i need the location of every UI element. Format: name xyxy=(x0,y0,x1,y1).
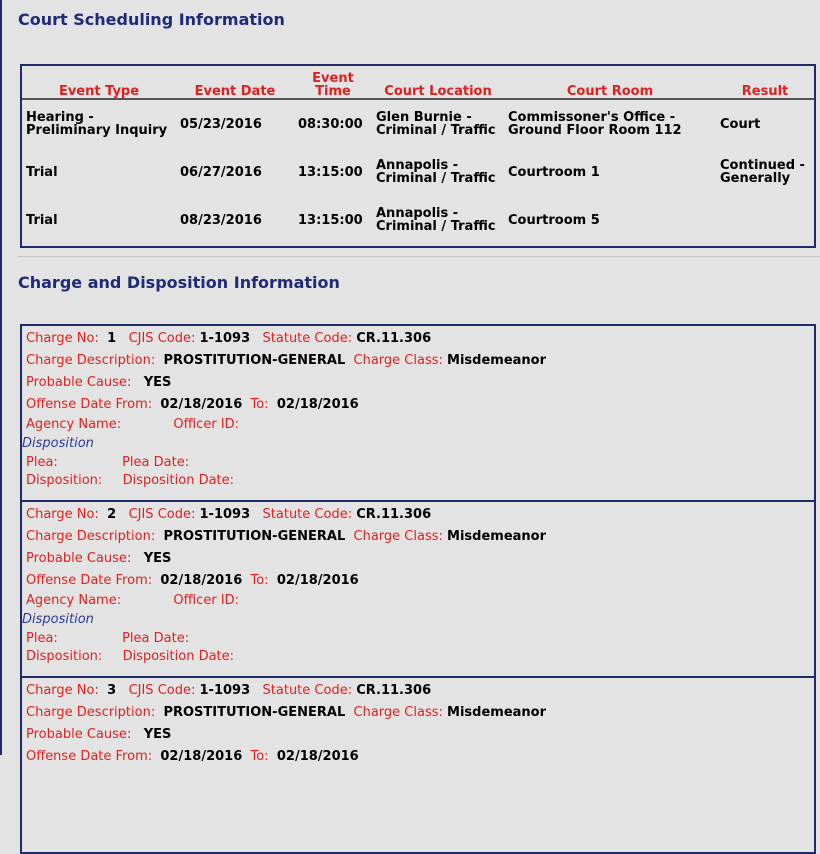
statute-code-label: Statute Code: xyxy=(262,683,353,698)
officer-id-label: Officer ID: xyxy=(173,417,240,432)
plea-label: Plea: xyxy=(26,631,58,646)
charge-class-label: Charge Class: xyxy=(353,353,443,368)
charge-class-value: Misdemeanor xyxy=(447,529,547,544)
event-date-cell: 05/23/2016 xyxy=(180,116,262,132)
plea-row xyxy=(26,630,810,648)
charge-class-label: Charge Class: xyxy=(353,529,443,544)
court-room-cell: Courtroom 1 xyxy=(508,164,600,180)
disposition-date-label: Disposition Date: xyxy=(122,473,235,488)
statute-code-value: CR.11.306 xyxy=(356,683,432,698)
charge-id-row xyxy=(26,680,810,702)
event-date-cell: 08/23/2016 xyxy=(180,212,262,228)
charge-disposition-heading: Charge and Disposition Information xyxy=(18,273,340,292)
result-cell: Continued - Generally xyxy=(720,158,805,186)
col-court-room: Court Room xyxy=(504,66,716,100)
agency-row xyxy=(26,592,810,610)
offense-date-to-value: 02/18/2016 xyxy=(276,749,359,764)
event-type-cell: Trial xyxy=(26,212,58,228)
probable-cause-row xyxy=(26,724,810,746)
charge-no-value: 1 xyxy=(107,331,117,346)
charge-id-row xyxy=(26,504,810,526)
disposition-date-label: Disposition Date: xyxy=(122,649,235,664)
event-time-cell: 08:30:00 xyxy=(298,116,363,132)
statute-code-value: CR.11.306 xyxy=(356,507,432,522)
charge-description-row xyxy=(26,702,810,724)
col-event-time: Event Time xyxy=(294,66,372,100)
disposition-label: Disposition: xyxy=(26,473,103,488)
offense-date-from-value: 02/18/2016 xyxy=(160,573,243,588)
plea-date-label: Plea Date: xyxy=(122,455,190,470)
charge-class-value: Misdemeanor xyxy=(447,705,547,720)
probable-cause-value: YES xyxy=(143,551,172,566)
agency-row xyxy=(26,416,810,434)
charge-no-value: 3 xyxy=(107,683,117,698)
event-type-cell: Trial xyxy=(26,164,58,180)
disposition-subheading: Disposition xyxy=(22,436,94,451)
disposition-row xyxy=(26,472,810,490)
event-time-cell: 13:15:00 xyxy=(298,212,363,228)
table-row xyxy=(22,148,814,196)
disposition-label: Disposition: xyxy=(26,649,103,664)
charge-description-label: Charge Description: xyxy=(26,529,156,544)
cjis-code-value: 1-1093 xyxy=(199,683,251,698)
disposition-row xyxy=(26,648,810,666)
probable-cause-label: Probable Cause: xyxy=(26,375,132,390)
probable-cause-row xyxy=(26,548,810,570)
charge-class-value: Misdemeanor xyxy=(447,353,547,368)
charge-block xyxy=(20,676,816,854)
charge-description-value: PROSTITUTION-GENERAL xyxy=(163,705,346,720)
charge-no-label: Charge No: xyxy=(26,683,99,698)
charge-id-row xyxy=(26,328,810,350)
offense-date-to-label: To: xyxy=(250,749,269,764)
plea-date-label: Plea Date: xyxy=(122,631,190,646)
charge-description-row xyxy=(26,526,810,548)
charge-block xyxy=(20,324,816,502)
offense-date-from-label: Offense Date From: xyxy=(26,749,153,764)
offense-date-to-value: 02/18/2016 xyxy=(276,397,359,412)
charge-no-label: Charge No: xyxy=(26,507,99,522)
charge-description-row xyxy=(26,350,810,372)
court-scheduling-heading: Court Scheduling Information xyxy=(18,10,285,29)
charge-description-label: Charge Description: xyxy=(26,705,156,720)
offense-date-from-value: 02/18/2016 xyxy=(160,749,243,764)
col-result: Result xyxy=(716,66,814,100)
offense-date-from-label: Offense Date From: xyxy=(26,573,153,588)
charge-no-label: Charge No: xyxy=(26,331,99,346)
probable-cause-value: YES xyxy=(143,727,172,742)
result-cell xyxy=(716,196,814,244)
charge-description-value: PROSTITUTION-GENERAL xyxy=(163,353,346,368)
offense-date-from-value: 02/18/2016 xyxy=(160,397,243,412)
charge-block xyxy=(20,500,816,678)
probable-cause-row xyxy=(26,372,810,394)
event-time-cell: 13:15:00 xyxy=(298,164,363,180)
charge-list xyxy=(20,324,816,854)
result-cell: Court xyxy=(720,116,761,132)
court-location-cell: Glen Burnie - Criminal / Traffic xyxy=(376,110,496,138)
cjis-code-value: 1-1093 xyxy=(199,331,251,346)
table-row xyxy=(22,196,814,244)
plea-label: Plea: xyxy=(26,455,58,470)
agency-name-label: Agency Name: xyxy=(26,593,122,608)
col-event-type: Event Type xyxy=(22,66,176,100)
agency-name-label: Agency Name: xyxy=(26,417,122,432)
officer-id-label: Officer ID: xyxy=(173,593,240,608)
table-header-row xyxy=(22,66,814,100)
cjis-code-label: CJIS Code: xyxy=(128,507,196,522)
offense-date-row xyxy=(26,570,810,592)
cjis-code-label: CJIS Code: xyxy=(128,331,196,346)
probable-cause-value: YES xyxy=(143,375,172,390)
court-location-cell: Annapolis - Criminal / Traffic xyxy=(376,158,496,186)
charge-class-label: Charge Class: xyxy=(353,705,443,720)
event-date-cell: 06/27/2016 xyxy=(180,164,262,180)
court-scheduling-table-box xyxy=(20,64,816,248)
offense-date-from-label: Offense Date From: xyxy=(26,397,153,412)
offense-date-row xyxy=(26,746,810,768)
left-border xyxy=(0,0,2,755)
offense-date-to-label: To: xyxy=(250,573,269,588)
court-room-cell: Commissoner's Office - Ground Floor Room 112 xyxy=(508,110,682,138)
col-event-date: Event Date xyxy=(176,66,294,100)
statute-code-value: CR.11.306 xyxy=(356,331,432,346)
offense-date-to-label: To: xyxy=(250,397,269,412)
court-scheduling-table xyxy=(22,66,814,244)
plea-row xyxy=(26,454,810,472)
offense-date-row xyxy=(26,394,810,416)
court-room-cell: Courtroom 5 xyxy=(508,212,600,228)
table-row xyxy=(22,100,814,148)
cjis-code-label: CJIS Code: xyxy=(128,683,196,698)
court-location-cell: Annapolis - Criminal / Traffic xyxy=(376,206,496,234)
cjis-code-value: 1-1093 xyxy=(199,507,251,522)
charge-description-value: PROSTITUTION-GENERAL xyxy=(163,529,346,544)
event-type-cell: Hearing - Preliminary Inquiry xyxy=(26,110,168,138)
charge-description-label: Charge Description: xyxy=(26,353,156,368)
disposition-subheading: Disposition xyxy=(22,612,94,627)
probable-cause-label: Probable Cause: xyxy=(26,551,132,566)
statute-code-label: Statute Code: xyxy=(262,507,353,522)
probable-cause-label: Probable Cause: xyxy=(26,727,132,742)
statute-code-label: Statute Code: xyxy=(262,331,353,346)
offense-date-to-value: 02/18/2016 xyxy=(276,573,359,588)
col-court-location: Court Location xyxy=(372,66,504,100)
section-divider xyxy=(18,256,820,257)
charge-no-value: 2 xyxy=(107,507,117,522)
